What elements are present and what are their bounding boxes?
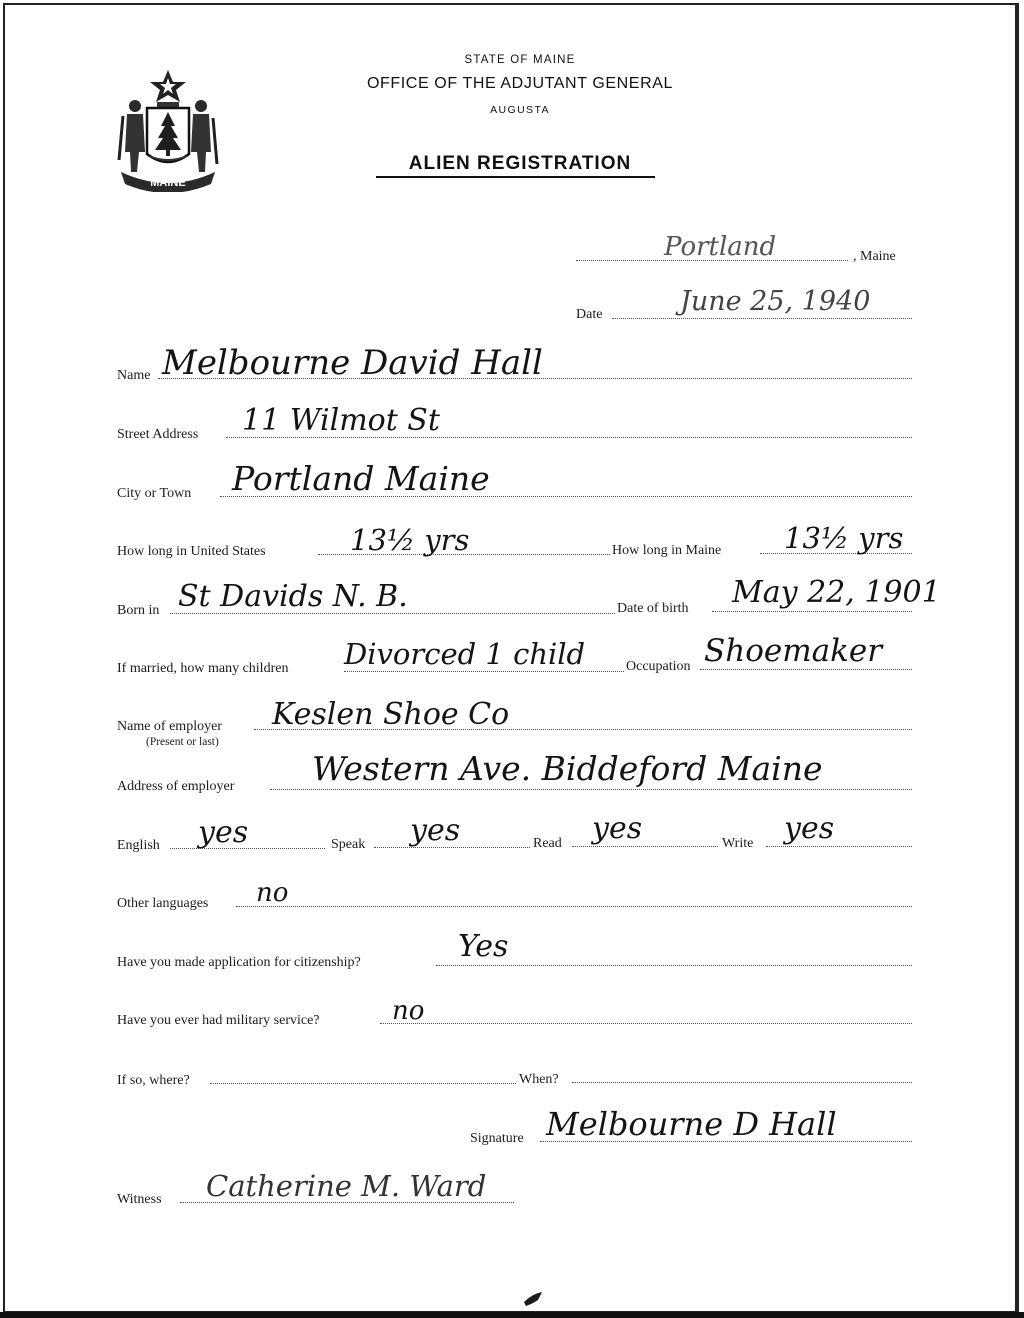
when-line[interactable] [572,1082,912,1083]
date-field[interactable]: June 25, 1940 [680,286,871,317]
title-underline [376,176,655,178]
header-state: STATE OF MAINE [464,54,576,66]
occupation-line [700,669,912,670]
write-line [766,846,912,847]
date-of-birth-label: Date of birth [617,601,689,616]
date-of-birth-line [712,611,912,612]
speak-field[interactable]: yes [410,813,461,848]
street-address-field[interactable]: 11 Wilmot St [242,403,440,438]
date-label: Date [576,307,603,322]
employer-address-line [270,789,912,790]
form-title: ALIEN REGISTRATION [408,153,632,174]
how-long-maine-field[interactable]: 13½ yrs [784,521,904,555]
street-address-label: Street Address [117,427,199,442]
read-label: Read [533,836,562,851]
where-line[interactable] [210,1083,516,1084]
date-field-line [612,318,912,319]
citizenship-line [436,965,912,966]
employer-sublabel: (Present or last) [146,736,219,748]
occupation-label: Occupation [626,659,691,674]
english-field[interactable]: yes [198,815,249,850]
name-field[interactable]: Melbourne David Hall [162,343,543,383]
write-label: Write [722,836,754,851]
children-field[interactable]: Divorced 1 child [344,637,586,671]
employer-label: Name of employer [117,719,222,734]
name-label: Name [117,368,151,383]
military-line [380,1023,912,1024]
ink-mark-icon [520,1282,548,1310]
citizenship-label: Have you made application for citizenship? [117,955,361,970]
when-label: When? [519,1072,559,1087]
born-in-label: Born in [117,603,160,618]
page-bottom-edge [0,1312,1024,1318]
speak-label: Speak [331,837,366,852]
header-city: AUGUSTA [490,104,550,116]
occupation-field[interactable]: Shoemaker [704,633,883,669]
city-label: City or Town [117,486,192,501]
place-suffix-label: , Maine [853,249,896,264]
date-of-birth-field[interactable]: May 22, 1901 [732,575,941,610]
city-field[interactable]: Portland Maine [232,459,490,498]
employer-address-field[interactable]: Western Ave. Biddeford Maine [312,749,823,788]
how-long-maine-label: How long in Maine [612,543,722,558]
citizenship-field[interactable]: Yes [458,929,509,964]
military-label: Have you ever had military service? [117,1013,320,1028]
where-label: If so, where? [117,1073,190,1088]
signature-label: Signature [470,1131,524,1146]
witness-field[interactable]: Catherine M. Ward [206,1169,487,1203]
english-label: English [117,838,160,853]
seal-banner-text: MAINE [150,177,186,189]
signature-field[interactable]: Melbourne D Hall [546,1105,837,1143]
children-label: If married, how many children [117,661,289,676]
other-languages-line [236,906,912,907]
read-field[interactable]: yes [592,811,643,846]
how-long-us-label: How long in United States [117,544,266,559]
born-in-field[interactable]: St Davids N. B. [178,579,408,614]
witness-label: Witness [117,1192,162,1207]
header-office: OFFICE OF THE ADJUTANT GENERAL [366,75,674,92]
employer-address-label: Address of employer [117,779,235,794]
other-languages-label: Other languages [117,896,209,911]
place-field[interactable]: Portland [664,232,777,262]
other-languages-field[interactable]: no [256,878,289,908]
children-line [344,671,624,672]
military-field[interactable]: no [392,996,425,1026]
how-long-us-field[interactable]: 13½ yrs [350,523,470,557]
employer-field[interactable]: Keslen Shoe Co [272,697,510,732]
read-line [572,846,718,847]
write-field[interactable]: yes [784,811,835,846]
